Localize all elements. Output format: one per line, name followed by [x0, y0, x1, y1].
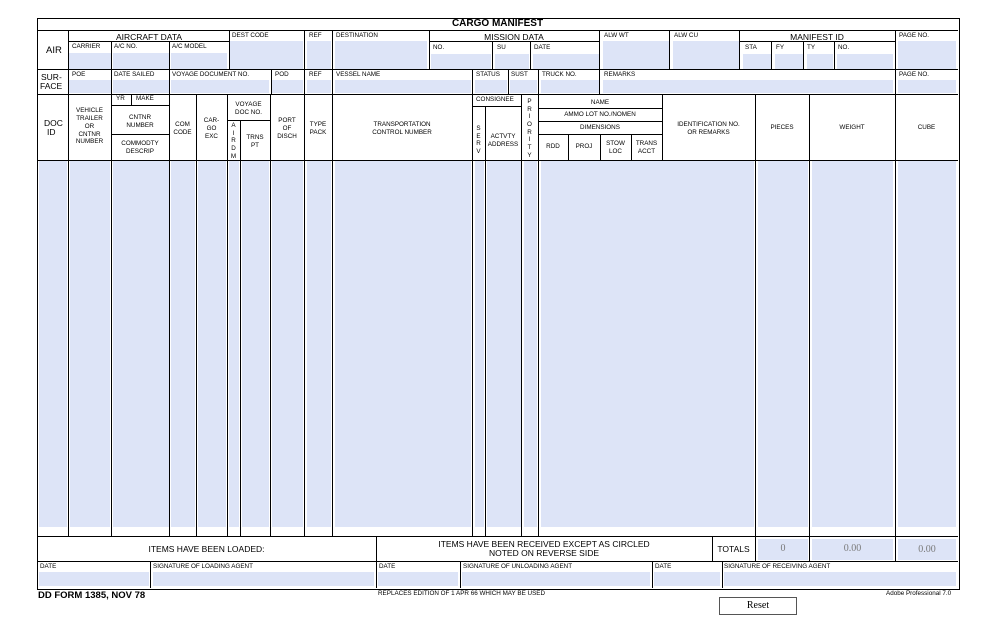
- destination-label: DESTINATION: [336, 32, 378, 39]
- total-cube-value: 0.00: [918, 544, 936, 555]
- status-label: STATUS: [476, 71, 500, 78]
- totals-label: TOTALS: [717, 544, 750, 554]
- vehicle-label: VEHICLE TRAILER OR CNTNR NUMBER: [75, 107, 104, 146]
- unloading-date-label: DATE: [379, 563, 396, 570]
- air-page-no-label: PAGE NO.: [899, 32, 929, 39]
- items-loaded-label: ITEMS HAVE BEEN LOADED:: [148, 544, 265, 554]
- reset-button[interactable]: Reset: [719, 597, 797, 615]
- poe-label: POE: [72, 71, 86, 78]
- trans-acct-label: TRANS ACCT: [635, 140, 658, 155]
- cntnr-number-label: CNTNR NUMBER: [126, 114, 154, 129]
- receiving-date-label: DATE: [655, 563, 672, 570]
- receiving-signature-label: SIGNATURE OF RECEIVING AGENT: [724, 563, 831, 570]
- voyage-document-no-label: VOYAGE DOCUMENT NO.: [172, 71, 250, 78]
- form-border: [37, 18, 960, 590]
- actvty-address-label: ACTVTY ADDRESS: [487, 133, 519, 148]
- cube-label: CUBE: [917, 124, 936, 131]
- commodty-descrip-label: COMMODTY DESCRIP: [121, 140, 159, 155]
- stow-loc-label: STOW LOC: [606, 140, 625, 155]
- carrier-label: CARRIER: [72, 43, 101, 50]
- dimensions-label: DIMENSIONS: [580, 124, 620, 131]
- yr-label: YR: [116, 95, 125, 102]
- ty-label: TY: [807, 44, 816, 51]
- airdm-label: A I R D M: [230, 122, 237, 160]
- dest-code-label: DEST CODE: [232, 32, 269, 39]
- manifest-id-label: MANIFEST ID: [790, 32, 844, 42]
- loading-date-label: DATE: [40, 563, 57, 570]
- trns-pt-label: TRNS PT: [246, 134, 264, 149]
- items-received-label-1: ITEMS HAVE BEEN RECEIVED EXCEPT AS CIRCLED: [438, 539, 650, 549]
- loading-signature-label: SIGNATURE OF LOADING AGENT: [153, 563, 253, 570]
- mission-date-label: DATE: [534, 44, 551, 51]
- consignee-label: CONSIGNEE: [476, 96, 514, 103]
- surface-ref-label: REF: [309, 71, 322, 78]
- tcn-label: TRANSPORTATION CONTROL NUMBER: [372, 121, 432, 136]
- serv-label: S E R V: [476, 125, 481, 156]
- air-mode-label: AIR: [46, 45, 62, 56]
- sta-label: STA: [745, 44, 757, 51]
- unloading-signature-label: SIGNATURE OF UNLOADING AGENT: [463, 563, 573, 570]
- truck-no-label: TRUCK NO.: [542, 71, 577, 78]
- items-received-label-2: NOTED ON REVERSE SIDE: [488, 548, 600, 558]
- surface-mode-label-1: SUR-: [41, 72, 62, 82]
- total-pieces-value: 0: [780, 543, 786, 554]
- proj-label: PROJ: [575, 143, 593, 150]
- doc-id-label-1: DOC: [44, 118, 63, 128]
- alw-cu-label: ALW CU: [674, 32, 699, 39]
- rdd-label: RDD: [546, 143, 560, 150]
- com-code-label: COM CODE: [173, 121, 192, 136]
- make-label: MAKE: [136, 95, 154, 102]
- priority-label: P R I O R I T Y: [527, 98, 532, 159]
- air-ref-label: REF: [309, 32, 322, 39]
- manifest-no-label: NO.: [838, 44, 850, 51]
- type-pack-label: TYPE PACK: [309, 121, 327, 136]
- aircraft-data-label: AIRCRAFT DATA: [115, 32, 183, 42]
- sust-label: SUST: [511, 71, 528, 78]
- date-sailed-label: DATE SAILED: [114, 71, 155, 78]
- doc-id-label-2: ID: [47, 127, 56, 137]
- weight-label: WEIGHT: [839, 124, 865, 131]
- voyage-doc-no-label: VOYAGE DOC NO.: [235, 101, 262, 116]
- producer-note: Adobe Professional 7.0: [886, 590, 952, 597]
- fy-label: FY: [776, 44, 785, 51]
- alw-wt-label: ALW WT: [604, 32, 629, 39]
- su-label: SU: [497, 44, 506, 51]
- surface-page-no-label: PAGE NO.: [899, 71, 929, 78]
- identification-label: IDENTIFICATION NO. OR REMARKS: [677, 121, 740, 136]
- ammo-lot-label: AMMO LOT NO./NOMEN: [564, 111, 636, 118]
- form-title: CARGO MANIFEST: [451, 18, 544, 29]
- port-of-disch-label: PORT OF DISCH: [277, 117, 297, 140]
- name-label: NAME: [590, 99, 610, 106]
- mission-data-label: MISSION DATA: [484, 32, 544, 42]
- remarks-label: REMARKS: [604, 71, 636, 78]
- mission-no-label: NO.: [433, 44, 445, 51]
- cargo-exc-label: CAR- GO EXC: [203, 117, 220, 140]
- form-number: DD FORM 1385, NOV 78: [38, 590, 146, 601]
- total-weight-value: 0.00: [843, 543, 862, 554]
- vessel-name-label: VESSEL NAME: [336, 71, 381, 78]
- pieces-label: PIECES: [770, 124, 794, 131]
- surface-mode-label-2: FACE: [40, 81, 63, 91]
- pod-label: POD: [275, 71, 289, 78]
- ac-model-label: A/C MODEL: [172, 43, 207, 50]
- replaces-edition-note: REPLACES EDITION OF 1 APR 66 WHICH MAY BE USED: [378, 590, 546, 597]
- ac-no-label: A/C NO.: [114, 43, 138, 50]
